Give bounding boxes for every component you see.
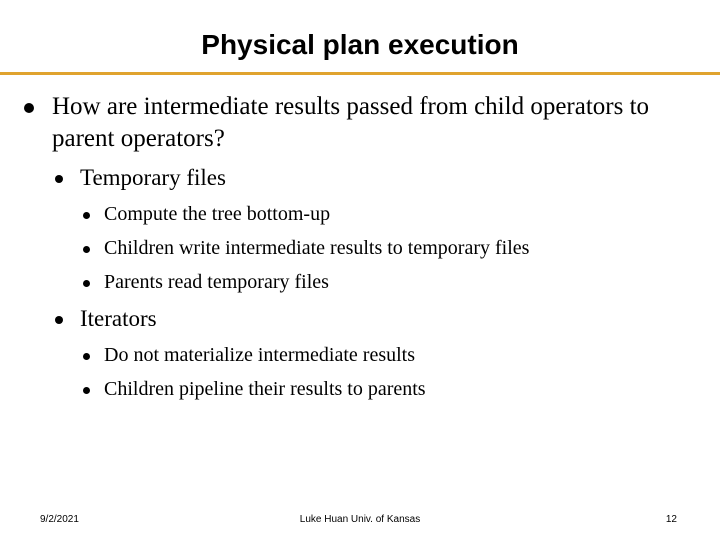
sub-bullet-text: Compute the tree bottom-up: [104, 203, 331, 225]
slide-title: Physical plan execution: [201, 29, 519, 60]
bullet-text: Temporary files: [80, 165, 226, 190]
footer-date: 9/2/2021: [40, 514, 79, 525]
sub-bullet: [104, 235, 529, 261]
sub-bullet: [104, 201, 330, 227]
page-number: 12: [665, 514, 677, 525]
bullet-dot-icon: [83, 280, 90, 287]
title-divider: [0, 72, 720, 75]
bullet-dot-icon: [55, 175, 63, 183]
bullet-iterators: [80, 304, 157, 334]
bullet-dot-icon: [83, 246, 90, 253]
footer-author: Luke Huan Univ. of Kansas: [299, 514, 421, 525]
bullet-dot-icon: [83, 353, 90, 360]
sub-bullet: [104, 342, 415, 368]
sub-bullet-text: Children write intermediate results to temporary files: [104, 237, 530, 259]
bullet-dot-icon: [24, 103, 34, 113]
bullet-question: [52, 91, 652, 155]
bullet-dot-icon: [55, 316, 63, 324]
sub-bullet-text: Do not materialize intermediate results: [104, 344, 415, 366]
bullet-dot-icon: [83, 387, 90, 394]
sub-bullet-text: Children pipeline their results to parents: [104, 378, 426, 400]
sub-bullet: [104, 269, 329, 295]
bullet-dot-icon: [83, 212, 90, 219]
sub-bullet-text: Parents read temporary files: [104, 271, 329, 293]
bullet-text: Iterators: [80, 306, 157, 331]
bullet-text: How are intermediate results passed from child operators to parent operators?: [52, 93, 650, 152]
sub-bullet: [104, 376, 426, 402]
bullet-temporary-files: [80, 163, 226, 193]
